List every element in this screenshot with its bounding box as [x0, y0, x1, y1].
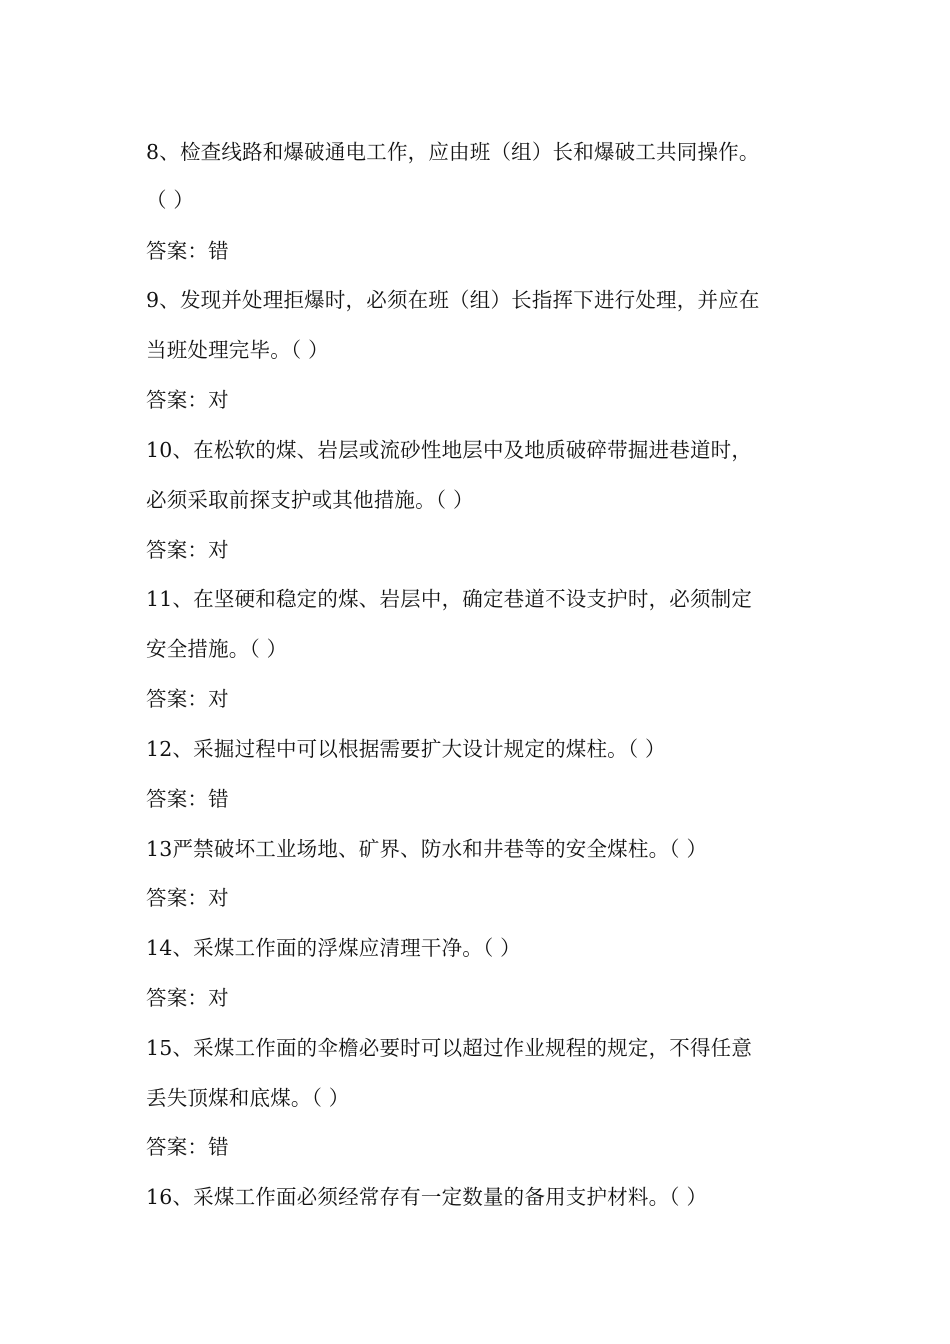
question-9-line-2: 当班处理完毕。（ ） [146, 338, 329, 362]
question-11-line-1: 11、在坚硬和稳定的煤、岩层中，确定巷道不设支护时，必须制定 [146, 587, 753, 611]
answer-10: 答案：对 [146, 538, 229, 562]
question-14: 14、采煤工作面的浮煤应清理干净。（ ） [146, 936, 521, 960]
question-8-line-2: （ ） [146, 188, 195, 212]
answer-13: 答案：对 [146, 886, 229, 910]
answer-8: 答案：错 [146, 239, 229, 263]
question-15-line-2: 丢失顶煤和底煤。（ ） [146, 1086, 350, 1110]
question-13: 13严禁破坏工业场地、矿界、防水和井巷等的安全煤柱。（ ） [146, 837, 708, 861]
answer-12: 答案：错 [146, 787, 229, 811]
question-15-line-1: 15、采煤工作面的伞檐必要时可以超过作业规程的规定，不得任意 [146, 1036, 753, 1060]
answer-14: 答案：对 [146, 986, 229, 1010]
question-11-line-2: 安全措施。（ ） [146, 637, 288, 661]
question-16: 16、采煤工作面必须经常存有一定数量的备用支护材料。（ ） [146, 1185, 708, 1209]
answer-15: 答案：错 [146, 1135, 229, 1159]
answer-9: 答案：对 [146, 388, 229, 412]
question-10-line-1: 10、在松软的煤、岩层或流砂性地层中及地质破碎带掘进巷道时， [146, 438, 753, 462]
question-9-line-1: 9、发现并处理拒爆时，必须在班（组）长指挥下进行处理，并应在 [146, 288, 760, 312]
answer-11: 答案：对 [146, 687, 229, 711]
question-8-line-1: 8、检查线路和爆破通电工作，应由班（组）长和爆破工共同操作。 [146, 140, 760, 164]
question-12: 12、采掘过程中可以根据需要扩大设计规定的煤柱。（ ） [146, 737, 666, 761]
question-10-line-2: 必须采取前探支护或其他措施。（ ） [146, 488, 474, 512]
